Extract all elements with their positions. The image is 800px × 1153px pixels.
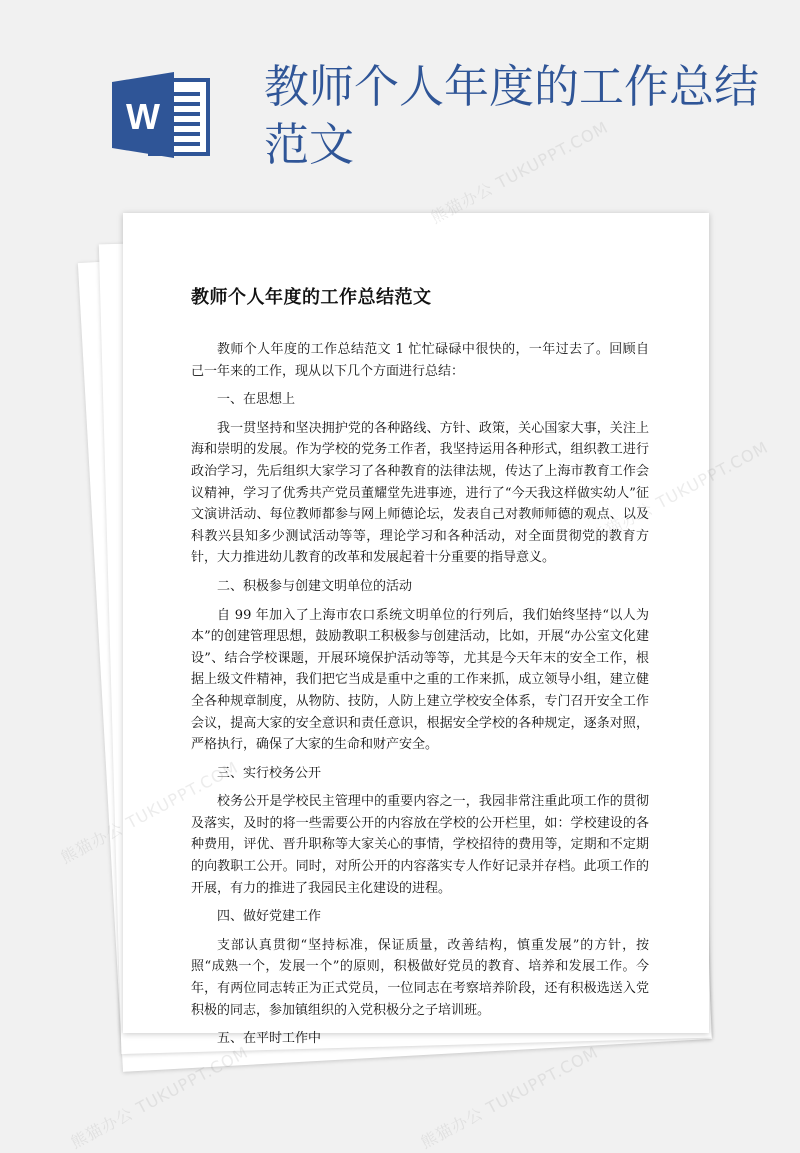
word-icon-letter: W (126, 96, 160, 137)
watermark-text: 熊猫办公 (57, 818, 127, 868)
section-heading: 三、实行校务公开 (217, 765, 322, 781)
paper-sheet-front (123, 213, 709, 1047)
page-header (0, 0, 800, 200)
section-heading: 五、在平时工作中 (217, 1031, 322, 1047)
word-document-icon (112, 72, 212, 158)
section-heading: 一、在思想上 (217, 392, 296, 408)
document-title: 教师个人年度的工作总结范文 (191, 287, 432, 308)
paragraph: 自 99 年加入了上海市农口系统文明单位的行列后，我们始终坚持“以人为本”的创建管理思想，鼓励教职工积极参与创建活动，比如，开展“办公室文化建设”、结合学校课题，开展环境保护活动等等，尤其是今天年末的安全工作，根据上级文件精神，我们把它当成是重中之重的工作来抓，成立领导小组，建立健全各种规章制度，从物防、技防，人防上建立学校安全体系，专门召开安全工作会议，提高大家的安全意识和责任意识，根据安全学校的各种规定，逐条对照，严格执行，确保了大家的生命和财产安全。 (191, 607, 649, 753)
watermark-text: 熊猫办公 TUKUPPT.COM (417, 1042, 602, 1153)
section-heading: 二、积极参与创建文明单位的活动 (217, 578, 413, 594)
paragraph: 支部认真贯彻“坚持标准，保证质量，改善结构，慎重发展”的方针，按照“成熟一个，发展一个”的原则，积极做好党员的教育、培养和发展工作。今年，有两位同志转正为正式党员，一位同志在考察培养阶段，还有积极选送入党积极的同志，参加镇组织的入党积极分之子培训班。 (191, 937, 649, 1018)
watermark-text: 熊猫办公 TUKUPPT.COM (427, 117, 612, 228)
section-heading: 四、做好党建工作 (217, 909, 322, 925)
document-body (191, 283, 649, 1057)
page-title: 教师个人年度的工作总结范文 (264, 60, 760, 171)
document-content (191, 339, 649, 1050)
paragraph: 校务公开是学校民主管理中的重要内容之一，我园非常注重此项工作的贯彻及落实，及时的将一些需要公开的内容放在学校的公开栏里，如：学校建设的各种费用，评优、晋升职称等大家关心的事情，学校招待的费用等，定期和不定期的向教职工公开。同时，对所公开的内容落实专人作好记录并存档。此项工作的开展，有力的推进了我园民主化建设的进程。 (191, 794, 649, 896)
paragraph: 教师个人年度的工作总结范文 1 忙忙碌碌中很快的，一年过去了。回顾自己一年来的工作，现从以下几个方面进行总结： (191, 342, 649, 379)
paragraph: 我一贯坚持和坚决拥护党的各种路线、方针、政策，关心国家大事，关注上海和崇明的发展。作为学校的党务工作者，我坚持运用各种形式，组织教工进行政治学习，先后组织大家学习了各种教育的法律法规，传达了上海市教育工作会议精神，学习了优秀共产党员董耀堂先进事迹，进行了“今天我这样做实幼人”征文演讲活动、每位教师都参与网上师德论坛，发表自己对教师师德的观点、以及科教兴县知多少测试活动等等，理论学习和各种活动，对全面贯彻党的教育方针，大力推进幼儿教育的改革和发展起着十分重要的指导意义。 (191, 420, 649, 566)
watermark-text: 熊猫办公 TUKUPPT.COM (67, 1042, 252, 1153)
watermark-text: TUKUPPT.COM (653, 437, 772, 513)
